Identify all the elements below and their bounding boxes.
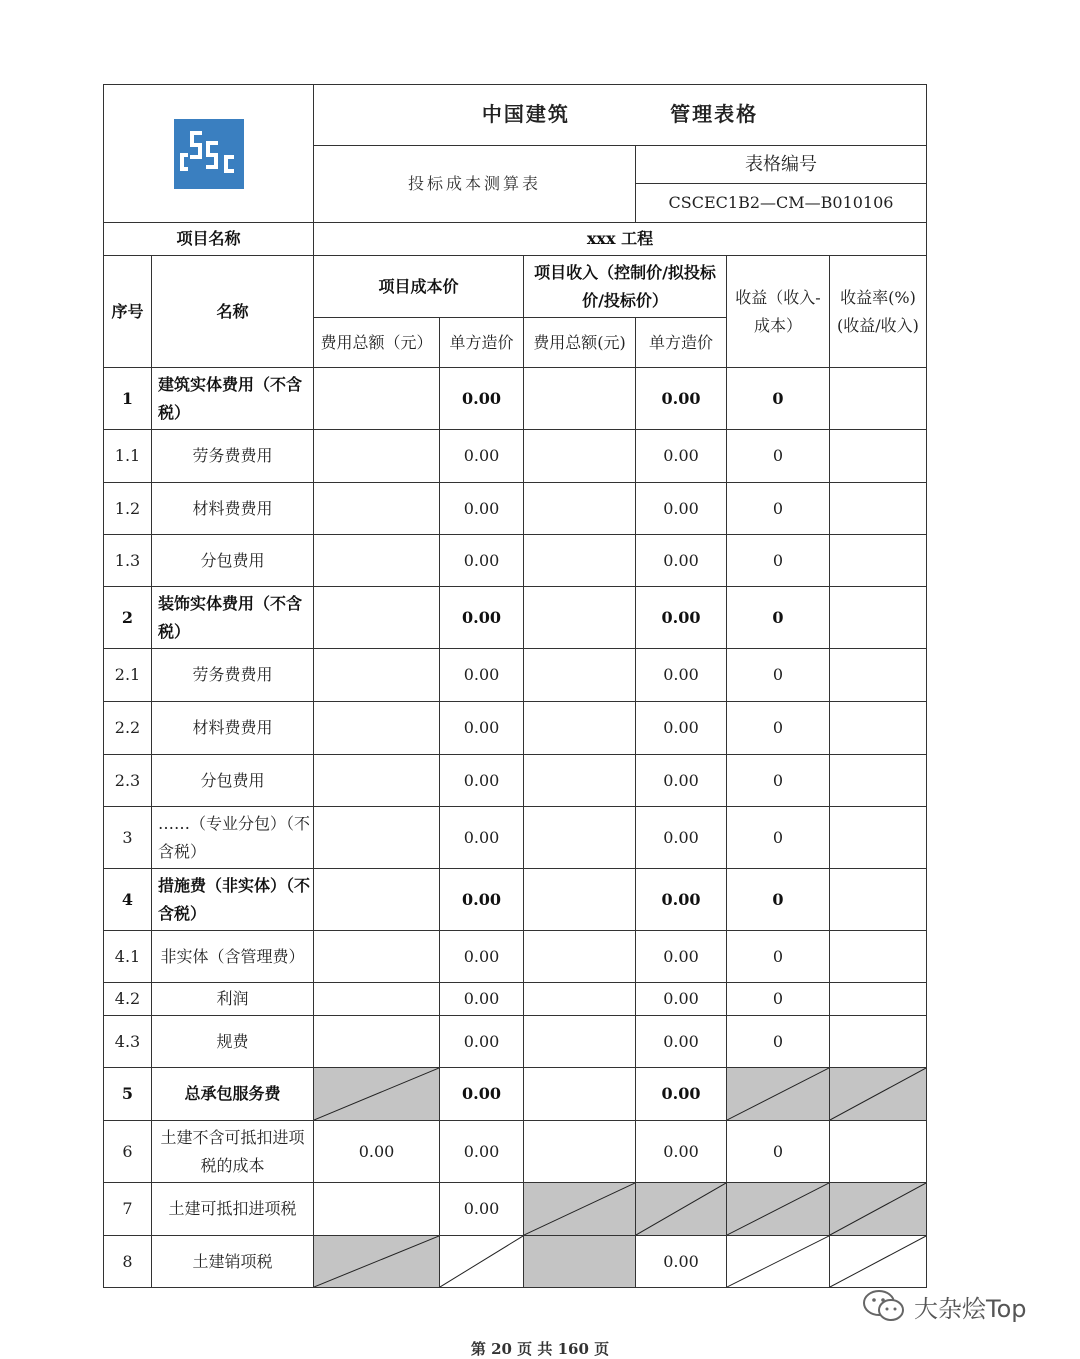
row-rate (830, 535, 927, 587)
row-rate (830, 587, 927, 649)
row-seq: 2.1 (104, 649, 152, 702)
row-income-total (524, 702, 636, 755)
crossed-cell (830, 1236, 927, 1288)
row-cost-total (314, 368, 440, 430)
row-profit: 0 (727, 649, 830, 702)
row-profit: 0 (727, 587, 830, 649)
col-cost-unit: 单方造价 (440, 318, 524, 368)
row-seq: 4.2 (104, 983, 152, 1016)
row-profit: 0 (727, 1121, 830, 1183)
row-rate (830, 649, 927, 702)
row-income-total (524, 368, 636, 430)
table-row (104, 1236, 927, 1288)
row-seq: 1.1 (104, 430, 152, 483)
row-cost-unit: 0.00 (440, 869, 524, 931)
crossed-cell (830, 1183, 927, 1236)
row-name: 规费 (152, 1016, 314, 1068)
table-row (104, 1068, 927, 1121)
row-cost-total (314, 430, 440, 483)
row-cost-total (314, 869, 440, 931)
row-name: 土建不含可抵扣进项税的成本 (152, 1121, 314, 1183)
row-profit: 0 (727, 983, 830, 1016)
row-name: 装饰实体费用（不含税） (152, 587, 314, 649)
row-profit: 0 (727, 931, 830, 983)
row-cost-total (314, 983, 440, 1016)
row-cost-unit: 0.00 (440, 702, 524, 755)
row-income-total (524, 1016, 636, 1068)
row-name: 材料费费用 (152, 702, 314, 755)
row-cost-total (314, 535, 440, 587)
row-rate (830, 869, 927, 931)
row-income-total (524, 649, 636, 702)
row-seq: 3 (104, 807, 152, 869)
row-profit: 0 (727, 755, 830, 807)
crossed-cell (727, 1068, 830, 1121)
row-seq: 2 (104, 587, 152, 649)
col-profit-rate: 收益率(%)(收益/收入) (830, 256, 927, 368)
row-name: 非实体（含管理费） (152, 931, 314, 983)
row-income-unit: 0.00 (636, 483, 727, 535)
form-title: 投标成本测算表 (314, 146, 636, 223)
row-profit: 0 (727, 869, 830, 931)
row-cost-unit: 0.00 (440, 1016, 524, 1068)
row-profit: 0 (727, 702, 830, 755)
table-row (104, 587, 927, 649)
row-cost-total (314, 702, 440, 755)
row-income-total (524, 1068, 636, 1121)
table-row (104, 535, 927, 587)
cost-estimate-table (103, 84, 927, 1288)
company-logo-cell (104, 85, 314, 223)
col-name: 名称 (152, 256, 314, 368)
col-income-total: 费用总额(元) (524, 318, 636, 368)
row-income-total (524, 1236, 636, 1288)
wechat-icon (862, 1288, 906, 1324)
row-income-total (524, 483, 636, 535)
row-cost-unit: 0.00 (440, 1068, 524, 1121)
crossed-cell (524, 1183, 636, 1236)
row-rate (830, 430, 927, 483)
row-profit: 0 (727, 535, 830, 587)
row-cost-unit: 0.00 (440, 983, 524, 1016)
row-profit: 0 (727, 368, 830, 430)
row-name: 土建销项税 (152, 1236, 314, 1288)
form-code-label: 表格编号 (636, 146, 927, 184)
table-row (104, 1121, 927, 1183)
row-income-total (524, 983, 636, 1016)
crossed-cell (727, 1183, 830, 1236)
project-name-value: xxx 工程 (314, 223, 927, 256)
row-cost-total (314, 587, 440, 649)
row-name: 劳务费费用 (152, 430, 314, 483)
row-seq: 4.1 (104, 931, 152, 983)
row-income-unit: 0.00 (636, 430, 727, 483)
row-income-total (524, 1121, 636, 1183)
row-income-unit: 0.00 (636, 649, 727, 702)
row-seq: 1.2 (104, 483, 152, 535)
row-cost-unit: 0.00 (440, 931, 524, 983)
row-cost-total (314, 1183, 440, 1236)
row-cost-unit: 0.00 (440, 1183, 524, 1236)
row-income-unit: 0.00 (636, 1068, 727, 1121)
crossed-cell (727, 1236, 830, 1288)
row-rate (830, 1121, 927, 1183)
col-income-unit: 单方造价 (636, 318, 727, 368)
row-seq: 2.2 (104, 702, 152, 755)
table-row (104, 807, 927, 869)
row-income-unit: 0.00 (636, 807, 727, 869)
row-seq: 4 (104, 869, 152, 931)
company-title: 中国建筑 (481, 102, 570, 126)
crossed-cell (314, 1068, 440, 1121)
table-row (104, 869, 927, 931)
row-income-total (524, 807, 636, 869)
row-income-total (524, 931, 636, 983)
row-cost-unit: 0.00 (440, 807, 524, 869)
row-cost-unit: 0.00 (440, 483, 524, 535)
row-name: 土建可抵扣进项税 (152, 1183, 314, 1236)
row-cost-unit: 0.00 (440, 755, 524, 807)
crossed-cell (440, 1236, 524, 1288)
table-row (104, 755, 927, 807)
form-header (314, 85, 927, 146)
row-cost-unit: 0.00 (440, 649, 524, 702)
table-row (104, 983, 927, 1016)
row-income-unit: 0.00 (636, 931, 727, 983)
row-income-unit: 0.00 (636, 1121, 727, 1183)
crossed-cell (314, 1236, 440, 1288)
row-seq: 4.3 (104, 1016, 152, 1068)
table-row (104, 702, 927, 755)
row-cost-total: 0.00 (314, 1121, 440, 1183)
row-seq: 1.3 (104, 535, 152, 587)
row-income-unit: 0.00 (636, 535, 727, 587)
row-name: ……（专业分包）（不含税） (152, 807, 314, 869)
table-row (104, 1183, 927, 1236)
row-rate (830, 931, 927, 983)
row-cost-total (314, 807, 440, 869)
row-income-unit: 0.00 (636, 1016, 727, 1068)
row-seq: 7 (104, 1183, 152, 1236)
row-profit: 0 (727, 430, 830, 483)
row-cost-total (314, 755, 440, 807)
row-income-unit: 0.00 (636, 587, 727, 649)
table-row (104, 368, 927, 430)
table-row (104, 1016, 927, 1068)
row-income-unit: 0.00 (636, 368, 727, 430)
row-income-total (524, 430, 636, 483)
row-profit: 0 (727, 1016, 830, 1068)
col-cost-total: 费用总额（元） (314, 318, 440, 368)
cscec-logo-icon (174, 119, 244, 189)
row-rate (830, 807, 927, 869)
watermark (862, 1288, 1027, 1324)
row-income-unit: 0.00 (636, 755, 727, 807)
crossed-cell (636, 1183, 727, 1236)
row-income-total (524, 587, 636, 649)
watermark-text: 大杂烩Top (914, 1294, 1027, 1323)
row-cost-total (314, 1016, 440, 1068)
row-cost-unit: 0.00 (440, 430, 524, 483)
row-name: 分包费用 (152, 755, 314, 807)
row-income-unit: 0.00 (636, 983, 727, 1016)
project-name-label: 项目名称 (104, 223, 314, 256)
table-row (104, 931, 927, 983)
row-rate (830, 483, 927, 535)
row-name: 建筑实体费用（不含税） (152, 368, 314, 430)
row-income-total (524, 869, 636, 931)
form-type: 管理表格 (670, 102, 759, 126)
row-cost-total (314, 931, 440, 983)
form-code-value: CSCEC1B2—CM—B010106 (636, 184, 927, 223)
row-rate (830, 368, 927, 430)
table-row (104, 430, 927, 483)
row-cost-total (314, 649, 440, 702)
table-row (104, 483, 927, 535)
row-income-unit: 0.00 (636, 1236, 727, 1288)
col-seq: 序号 (104, 256, 152, 368)
row-rate (830, 755, 927, 807)
row-seq: 6 (104, 1121, 152, 1183)
row-rate (830, 702, 927, 755)
row-name: 措施费（非实体）（不含税） (152, 869, 314, 931)
row-rate (830, 983, 927, 1016)
row-cost-unit: 0.00 (440, 535, 524, 587)
row-name: 材料费费用 (152, 483, 314, 535)
row-name: 总承包服务费 (152, 1068, 314, 1121)
row-cost-unit: 0.00 (440, 1121, 524, 1183)
row-cost-unit: 0.00 (440, 368, 524, 430)
row-profit: 0 (727, 807, 830, 869)
row-seq: 8 (104, 1236, 152, 1288)
col-profit: 收益（收入-成本） (727, 256, 830, 368)
row-seq: 5 (104, 1068, 152, 1121)
col-cost-group: 项目成本价 (314, 256, 524, 318)
crossed-cell (830, 1068, 927, 1121)
table-row (104, 649, 927, 702)
row-income-total (524, 535, 636, 587)
row-cost-unit: 0.00 (440, 587, 524, 649)
row-name: 分包费用 (152, 535, 314, 587)
row-income-unit: 0.00 (636, 702, 727, 755)
row-name: 劳务费费用 (152, 649, 314, 702)
row-income-total (524, 755, 636, 807)
row-profit: 0 (727, 483, 830, 535)
row-income-unit: 0.00 (636, 869, 727, 931)
row-seq: 2.3 (104, 755, 152, 807)
col-income-group: 项目收入（控制价/拟投标价/投标价） (524, 256, 727, 318)
row-seq: 1 (104, 368, 152, 430)
page-number: 第 20 页 共 160 页 (470, 1340, 610, 1358)
row-cost-total (314, 483, 440, 535)
row-name: 利润 (152, 983, 314, 1016)
row-rate (830, 1016, 927, 1068)
